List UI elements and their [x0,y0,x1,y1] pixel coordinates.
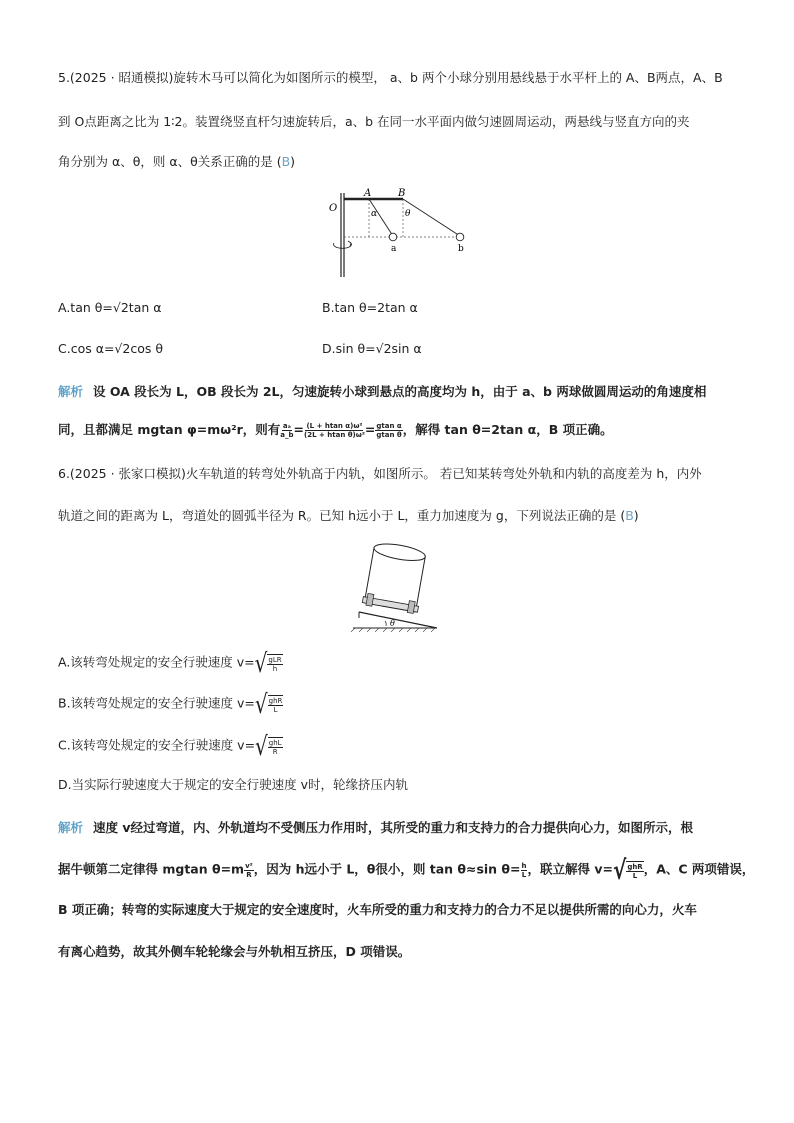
q5-frac3: $\frac{\text{gtan α}}{\text{gtan θ}}$ [376,422,402,439]
q6-stem-line1: 6.(2025 · 张家口模拟)火车轨道的转弯处外轨高于内轨，如图所示。 若已知某转弯处外轨和内轨的高度差为 h，内外 [58,466,702,481]
ball-b [456,233,464,241]
q5-option-d: D.sin θ=√2sin α [322,341,422,356]
q5-stem-line1: 5.(2025 · 昭通模拟)旋转木马可以简化为如图所示的模型， a、b 两个小球分别用悬线悬于水平杆上的 A、B两点，A、B [58,70,723,85]
q5-stem-line2: 到 O点距离之比为 1∶2。装置绕竖直杆匀速旋转后，a、b 在同一水平面内做匀速圆周运动，两悬线与竖直方向的夹 [58,114,690,129]
q5-option-b: B.tan θ=2tan α [322,300,418,315]
q6-option-b: B.该转弯处规定的安全行驶速度 v= √ $\frac{\text{ghR}}{L}$ [58,688,283,720]
label-O: O [329,203,338,214]
label-alpha: α [371,209,378,219]
q6-figure [345,540,445,632]
label-theta-q6: θ [390,619,395,628]
label-A: A [364,188,372,199]
q5-frac2: $\frac{\text{(L + htan α)ω²}}{\text{(2L + htan θ)ω²}}$ [304,422,365,439]
q5-stem-line3 [58,154,295,170]
q5-analysis-tag: 解析 [58,384,84,399]
q6-answer: B [625,508,634,523]
q6-rad-result: √ $\frac{\text{ghR}}{L}$ [612,854,643,886]
q5-analysis-line1 [58,384,706,400]
q6-stem-end: ) [633,508,639,523]
q5-stem-end: ) [290,154,296,169]
q5-analysis-text2a: 同，且都满足 mgtan φ=mω²r，则有 [58,422,281,437]
label-B: B [398,188,406,199]
q5-analysis-line2: 同，且都满足 mgtan φ=mω²r，则有 $\frac{\text{aₐ}}{a\_b}$ = $\frac{\text{(L + htan α)ω²}}{\text{(2L + htan θ)ω²}}$ = $\frac{\text{gtan α}}{\text{gtan θ}}$ ，解得 tan θ=2tan α，B 项正确。 [58,422,613,439]
q6-option-c: C.该转弯处规定的安全行驶速度 v= √ $\frac{\text{ghL}}{R}$ [58,730,282,762]
label-theta: θ [405,209,411,219]
q6-analysis-line4: 有离心趋势，故其外侧车轮轮缘会与外轨相互挤压，D 项错误。 [58,944,411,959]
q5-figure [325,185,475,280]
q5-frac1: $\frac{\text{aₐ}}{a\_b}$ [280,422,294,439]
q6-frac-v2R: $\frac{\text{v²}}{R}$ [245,861,253,879]
q6-analysis-text1: 速度 v经过弯道，内、外轨道均不受侧压力作用时，其所受的重力和支持力的合力提供向心力，如图所示，根 [93,820,694,835]
q5-analysis-text2b: ，解得 tan θ=2tan α，B 项正确。 [402,422,613,437]
q5-option-a: A.tan θ=√2tan α [58,300,162,315]
q6-option-a: A.该转弯处规定的安全行驶速度 v= √ $\frac{\text{gLR}}{h}$ [58,647,282,679]
q6-option-d: D.当实际行驶速度大于规定的安全行驶速度 v时，轮缘挤压内轨 [58,777,408,792]
q6-analysis-line3: B 项正确；转弯的实际速度大于规定的安全速度时，火车所受的重力和支持力的合力不足以提供所需的向心力，火车 [58,902,697,917]
q6-stem-line2 [58,508,639,524]
q6-frac-hL: $\frac{h}{L}$ [521,861,527,879]
ball-a [389,233,397,241]
q6-analysis-line1 [58,820,693,836]
q6-stem-text: 轨道之间的距离为 L，弯道处的圆弧半径为 R。已知 h远小于 L，重力加速度为 g，下列说法正确的是 ( [58,508,626,523]
q5-answer: B [281,154,291,169]
q5-option-c: C.cos α=√2cos θ [58,341,163,356]
q6-analysis-line2: 据牛顿第二定律得 mgtan θ=m $\frac{\text{v²}}{R}$ ，因为 h远小于 L，θ很小，则 tan θ≈sin θ= $\frac{h}{L}$ ，联立解得 v= √ $\frac{\text{ghR}}{L}$ ，A、C 两项错误， [58,854,755,886]
label-b: b [458,244,464,254]
q5-analysis-text1: 设 OA 段长为 L，OB 段长为 2L，匀速旋转小球到悬点的高度均为 h，由于 a、b 两球做圆周运动的角速度相 [93,384,707,399]
label-a: a [391,244,397,254]
q6-analysis-tag: 解析 [58,820,84,835]
q5-stem-text: 角分别为 α、θ，则 α、θ关系正确的是 ( [58,154,282,169]
